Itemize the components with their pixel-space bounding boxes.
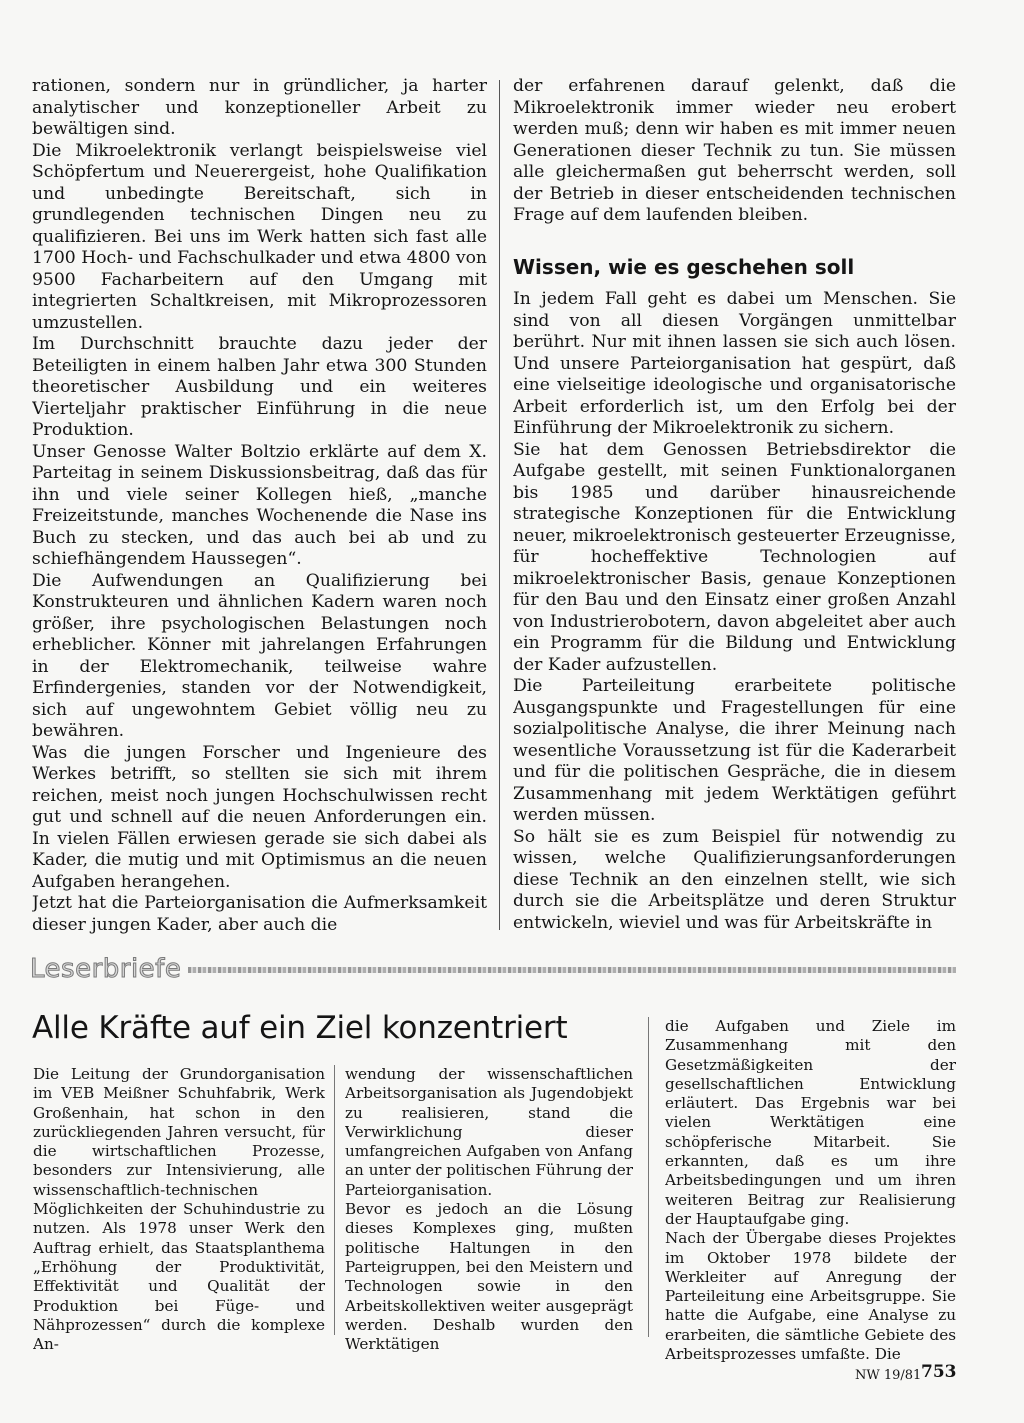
top-right-column — [513, 289, 956, 934]
paragraph: Die Parteileitung erarbeitete politische Ausgangspunkte und Fragestellungen für eine sozialpolitische Analyse, die ihrer Meinung nach wesentliche Voraussetzung ist für die Kaderarbeit und für die politischen Gespräche, die in diesem Zusammenhang mit jedem Werktätigen geführt werden müssen. — [513, 676, 956, 825]
paragraph: Die Leitung der Grundorganisation im VEB Meißner Schuhfabrik, Werk Großenhain, hat schon in den zurückliegenden Jahren versucht, für die wirtschaftlichen Prozesse, besonders zur Intensivierung, alle wissenschaftlich-technischen Möglichkeiten der Schuhindustrie zu nutzen. Als 1978 unser Werk den Auftrag erhielt, das Staatsplanthema „Erhöhung der Produktivität, Effektivität und Qualität der Produktion bei Füge- und Nähprozessen“ durch die komplexe An- — [33, 1065, 325, 1354]
column-divider — [334, 1065, 335, 1335]
column-divider — [648, 1017, 649, 1337]
top-right-intro — [513, 76, 956, 227]
paragraph: Was die jungen Forscher und Ingenieure des Werkes betrifft, so stellten sie sich mit ihrem reichen, meist noch jungen Hochschulwissen recht gut und schnell auf die neuen Anforderungen ein. In vielen Fällen erwiesen gerade sie sich dabei als Kader, die mutig und mit Optimismus an die neuen Aufgaben herangehen. — [32, 742, 487, 892]
article-column-3 — [665, 1017, 956, 1364]
article-column-1 — [33, 1065, 325, 1354]
paragraph: Unser Genosse Walter Boltzio erklärte auf dem X. Parteitag in seinem Diskussionsbeitrag, daß das für ihn und viele seiner Kollegen hieß, „manche Freizeitstunde, manches Wochenende die Nase ins Buch zu stecken, und das auch bei ab und zu schiefhängendem Haussegen“. — [32, 441, 487, 569]
paragraph: Bevor es jedoch an die Lösung dieses Komplexes ging, mußten politische Haltungen in den Parteigruppen, bei den Meistern und Technologen sowie in den Arbeitskollektiven weiter ausgeprägt werden. Deshalb wurden den Werktätigen — [345, 1200, 633, 1354]
article-column-2 — [345, 1065, 633, 1354]
page-number: 753 — [921, 1362, 957, 1382]
paragraph: der erfahrenen darauf gelenkt, daß die Mikroelektronik immer wieder neu erobert werden muß; denn wir haben es mit immer neuen Generationen dieser Technik zu tun. Sie müssen alle gleichermaßen gut beherrscht werden, soll der Betrieb in dieser entscheidenden technischen Frage auf dem laufenden bleiben. — [513, 76, 956, 225]
paragraph: rationen, sondern nur in gründlicher, ja harter analytischer und konzeptioneller Arbeit zu bewältigen sind. — [32, 76, 487, 139]
section-rule — [188, 967, 956, 973]
paragraph: Nach der Übergabe dieses Projektes im Oktober 1978 bildete der Werkleiter auf Anregung der Parteileitung eine Arbeitsgruppe. Sie hatte die Aufgabe, eine Analyse zu erarbeiten, die sämtliche Gebiete des Arbeitsprozesses umfaßte. Die — [665, 1229, 956, 1364]
article-title: Alle Kräfte auf ein Ziel konzentriert — [32, 1010, 568, 1046]
section-heading: Wissen, wie es geschehen soll — [513, 255, 855, 279]
paragraph: Jetzt hat die Parteiorganisation die Aufmerksamkeit dieser jungen Kader, aber auch die — [32, 893, 487, 935]
top-left-column — [32, 76, 487, 936]
paragraph: Im Durchschnitt brauchte dazu jeder der Beteiligten in einem halben Jahr etwa 300 Stunden theoretischer Ausbildung und ein weiteres Vierteljahr praktischer Einführung in die neue Produktion. — [32, 334, 487, 440]
paragraph: wendung der wissenschaftlichen Arbeitsorganisation als Jugendobjekt zu realisieren, stand die Verwirklichung dieser umfangreichen Aufgaben von Anfang an unter der politischen Führung der Parteiorganisation. — [345, 1065, 633, 1199]
issue-label: NW 19/81 — [855, 1368, 922, 1383]
paragraph: So hält sie es zum Beispiel für notwendig zu wissen, welche Qualifizierungsanforderungen diese Technik an den einzelnen stellt, wie sich durch sie die Arbeitsplätze und deren Struktur entwickeln, wieviel und was für Arbeitskräfte in — [513, 826, 956, 933]
paragraph: Die Aufwendungen an Qualifizierung bei Konstrukteuren und ähnlichen Kadern waren noch größer, ihre psychologischen Belastungen noch erheblicher. Könner mit jahrelangen Erfahrungen in der Elektromechanik, teilweise wahre Erfindergenies, standen vor der Notwendigkeit, sich auf ungewohntem Gebiet völlig neu zu bewähren. — [32, 570, 487, 741]
paragraph: die Aufgaben und Ziele im Zusammenhang mit den Gesetzmäßigkeiten der gesellschaftlichen Entwicklung erläutert. Das Ergebnis war bei vielen Werktätigen eine schöpferische Mitarbeit. Sie erkannten, daß es um ihre Arbeitsbedingungen und um ihren weiteren Beitrag zur Realisierung der Hauptaufgabe ging. — [665, 1017, 956, 1228]
section-label-leserbriefe: Leserbriefe — [30, 954, 182, 984]
column-divider — [499, 80, 500, 930]
paragraph: In jedem Fall geht es dabei um Menschen. Sie sind von all diesen Vorgängen unmittelbar berührt. Nur mit ihnen lassen sie sich auch lösen. Und unsere Parteiorganisation hat gespürt, daß eine vielseitige ideologische und organisatorische Arbeit erforderlich ist, um den Erfolg bei der Einführung der Mikroelektronik zu sichern. — [513, 289, 956, 438]
paragraph: Sie hat dem Genossen Betriebsdirektor die Aufgabe gestellt, mit seinen Funktionalorganen bis 1985 und darüber hinausreichende strategische Konzeptionen für die Entwicklung neuer, mikroelektronisch gesteuerter Erzeugnisse, für hocheffektive Technologien auf mikroelektronischer Basis, genaue Konzeptionen für den Bau und den Einsatz einer großen Anzahl von Industrierobotern, davon abgeleitet aber auch ein Programm für die Bildung und Entwicklung der Kader aufzustellen. — [513, 439, 956, 675]
paragraph: Die Mikroelektronik verlangt beispielsweise viel Schöpfertum und Neuerergeist, hohe Qualifikation und unbedingte Bereitschaft, sich in grundlegenden technischen Dingen neu zu qualifizieren. Bei uns im Werk hatten sich fast alle 1700 Hoch- und Fachschulkader und etwa 4800 von 9500 Facharbeitern auf den Umgang mit integrierten Schaltkreisen, mit Mikroprozessoren umzustellen. — [32, 140, 487, 333]
